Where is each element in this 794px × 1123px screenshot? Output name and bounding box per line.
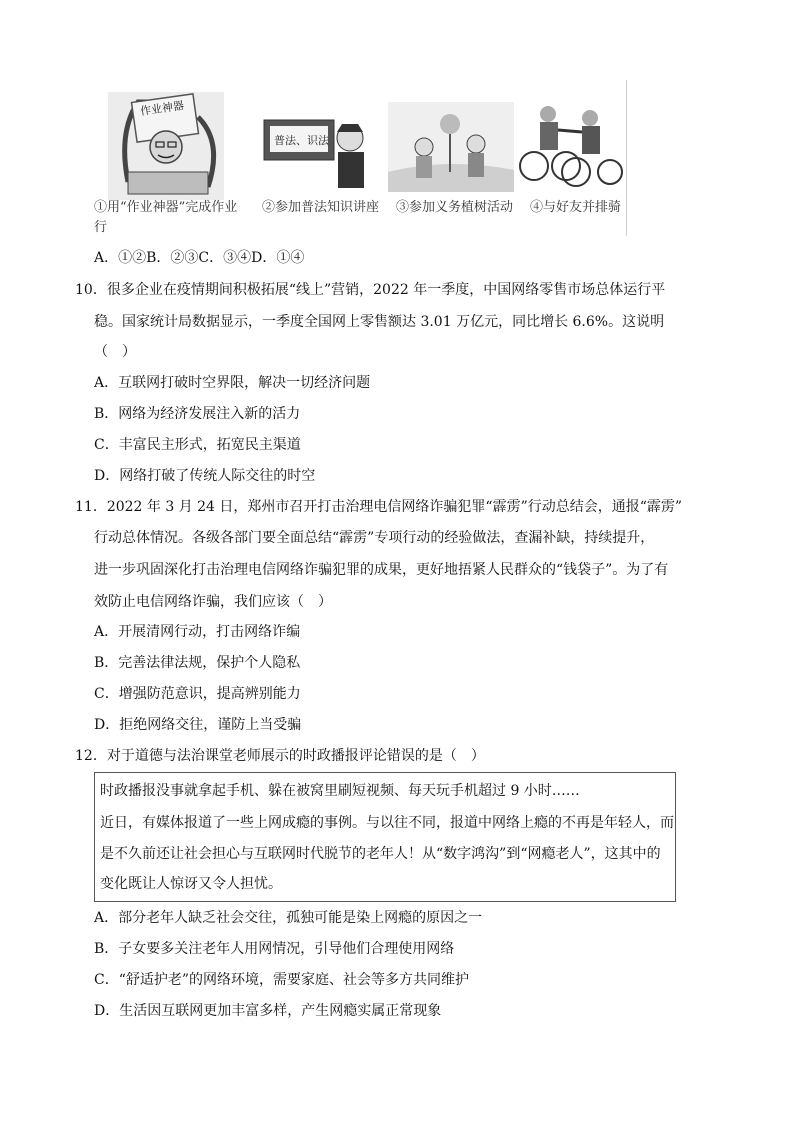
q12-option-d: D．生活因互联网更加丰富多样，产生网瘾实属正常现象 <box>94 1003 442 1019</box>
q11-option-c: C．增强防范意识，提高辨别能力 <box>94 686 301 702</box>
q11-stem-line-3: 进一步巩固深化打击治理电信网络诈骗犯罪的成果，更好地捂紧人民群众的“钱袋子”。为了有 <box>94 562 669 578</box>
q11-stem-line-4: 效防止电信网络诈骗，我们应该（ ） <box>94 594 332 610</box>
tree-planting-illustration <box>388 102 514 192</box>
q10-option-b: B．网络为经济发展注入新的活力 <box>94 406 301 422</box>
q10-option-d: D．网络打破了传统人际交往的时空 <box>94 468 316 484</box>
caption-4: ④与好友并排骑 <box>530 200 622 215</box>
q12-option-c: C．“舒适护老”的网络环境，需要家庭、社会等多方共同维护 <box>94 972 470 988</box>
q9-options: A．①②B．②③C．③④D．①④ <box>94 250 305 266</box>
news-excerpt-box <box>94 772 676 902</box>
news-excerpt-line-1: 时政播报没事就拿起手机、躲在被窝里刷短视频、每天玩手机超过 9 小时…… <box>100 783 580 799</box>
caption-wrap: 行 <box>94 220 108 235</box>
caption-1: ①用“作业神器”完成作业 <box>94 200 238 215</box>
question-figure <box>94 80 628 236</box>
q10-stem-line-1: 10．很多企业在疫情期间积极拓展“线上”营销，2022 年一季度，中国网络零售市场总体运行平 <box>75 282 666 298</box>
q12-option-b: B．子女要多关注老年人用网情况，引导他们合理使用网络 <box>94 941 455 957</box>
pic2-board-text: 普法、识法 <box>274 134 329 147</box>
q10-stem-line-2: 稳。国家统计局数据显示，一季度全国网上零售额达 3.01 万亿元，同比增长 6.6%。这说明 <box>94 314 665 330</box>
news-excerpt-line-2: 近日，有媒体报道了一些上网成瘾的事例。与以往不同，报道中网络上瘾的不再是年轻人，而 <box>100 815 674 831</box>
pic1-sign-text: 作业神器 <box>139 98 185 118</box>
law-lecture-illustration <box>260 110 374 190</box>
q12-option-a: A．部分老年人缺乏社会交往，孤独可能是染上网瘾的原因之一 <box>94 910 483 926</box>
homework-app-illustration <box>108 92 224 200</box>
q12-stem: 12．对于道德与法治课堂老师展示的时政播报评论错误的是（ ） <box>75 748 485 764</box>
figure-divider <box>626 80 627 236</box>
caption-2: ②参加普法知识讲座 <box>262 200 380 215</box>
q10-option-a: A．互联网打破时空界限，解决一切经济问题 <box>94 375 371 391</box>
news-excerpt-line-3: 是不久前还让社会担心与互联网时代脱节的老年人！从“数字鸿沟”到“网瘾老人”，这其中的 <box>100 846 661 862</box>
q11-option-d: D．拒绝网络交往，谨防上当受骗 <box>94 717 302 733</box>
q11-stem-line-2: 行动总体情况。各级各部门要全面总结“霹雳”专项行动的经验做法，查漏补缺，持续提升， <box>94 530 655 546</box>
caption-3: ③参加义务植树活动 <box>396 200 514 215</box>
news-excerpt-line-4: 变化既让人惊讶又令人担忧。 <box>100 876 282 892</box>
q11-stem-line-1: 11．2022 年 3 月 24 日，郑州市召开打击治理电信网络诈骗犯罪“霹雳”行动总结会，通报“霹雳” <box>75 499 683 515</box>
q10-answer-blank: （ ） <box>94 344 136 360</box>
q10-option-c: C．丰富民主形式，拓宽民主渠道 <box>94 437 301 453</box>
q11-option-b: B．完善法律法规，保护个人隐私 <box>94 655 301 671</box>
q11-option-a: A．开展清网行动，打击网络诈编 <box>94 624 301 640</box>
riding-abreast-illustration <box>514 94 624 190</box>
